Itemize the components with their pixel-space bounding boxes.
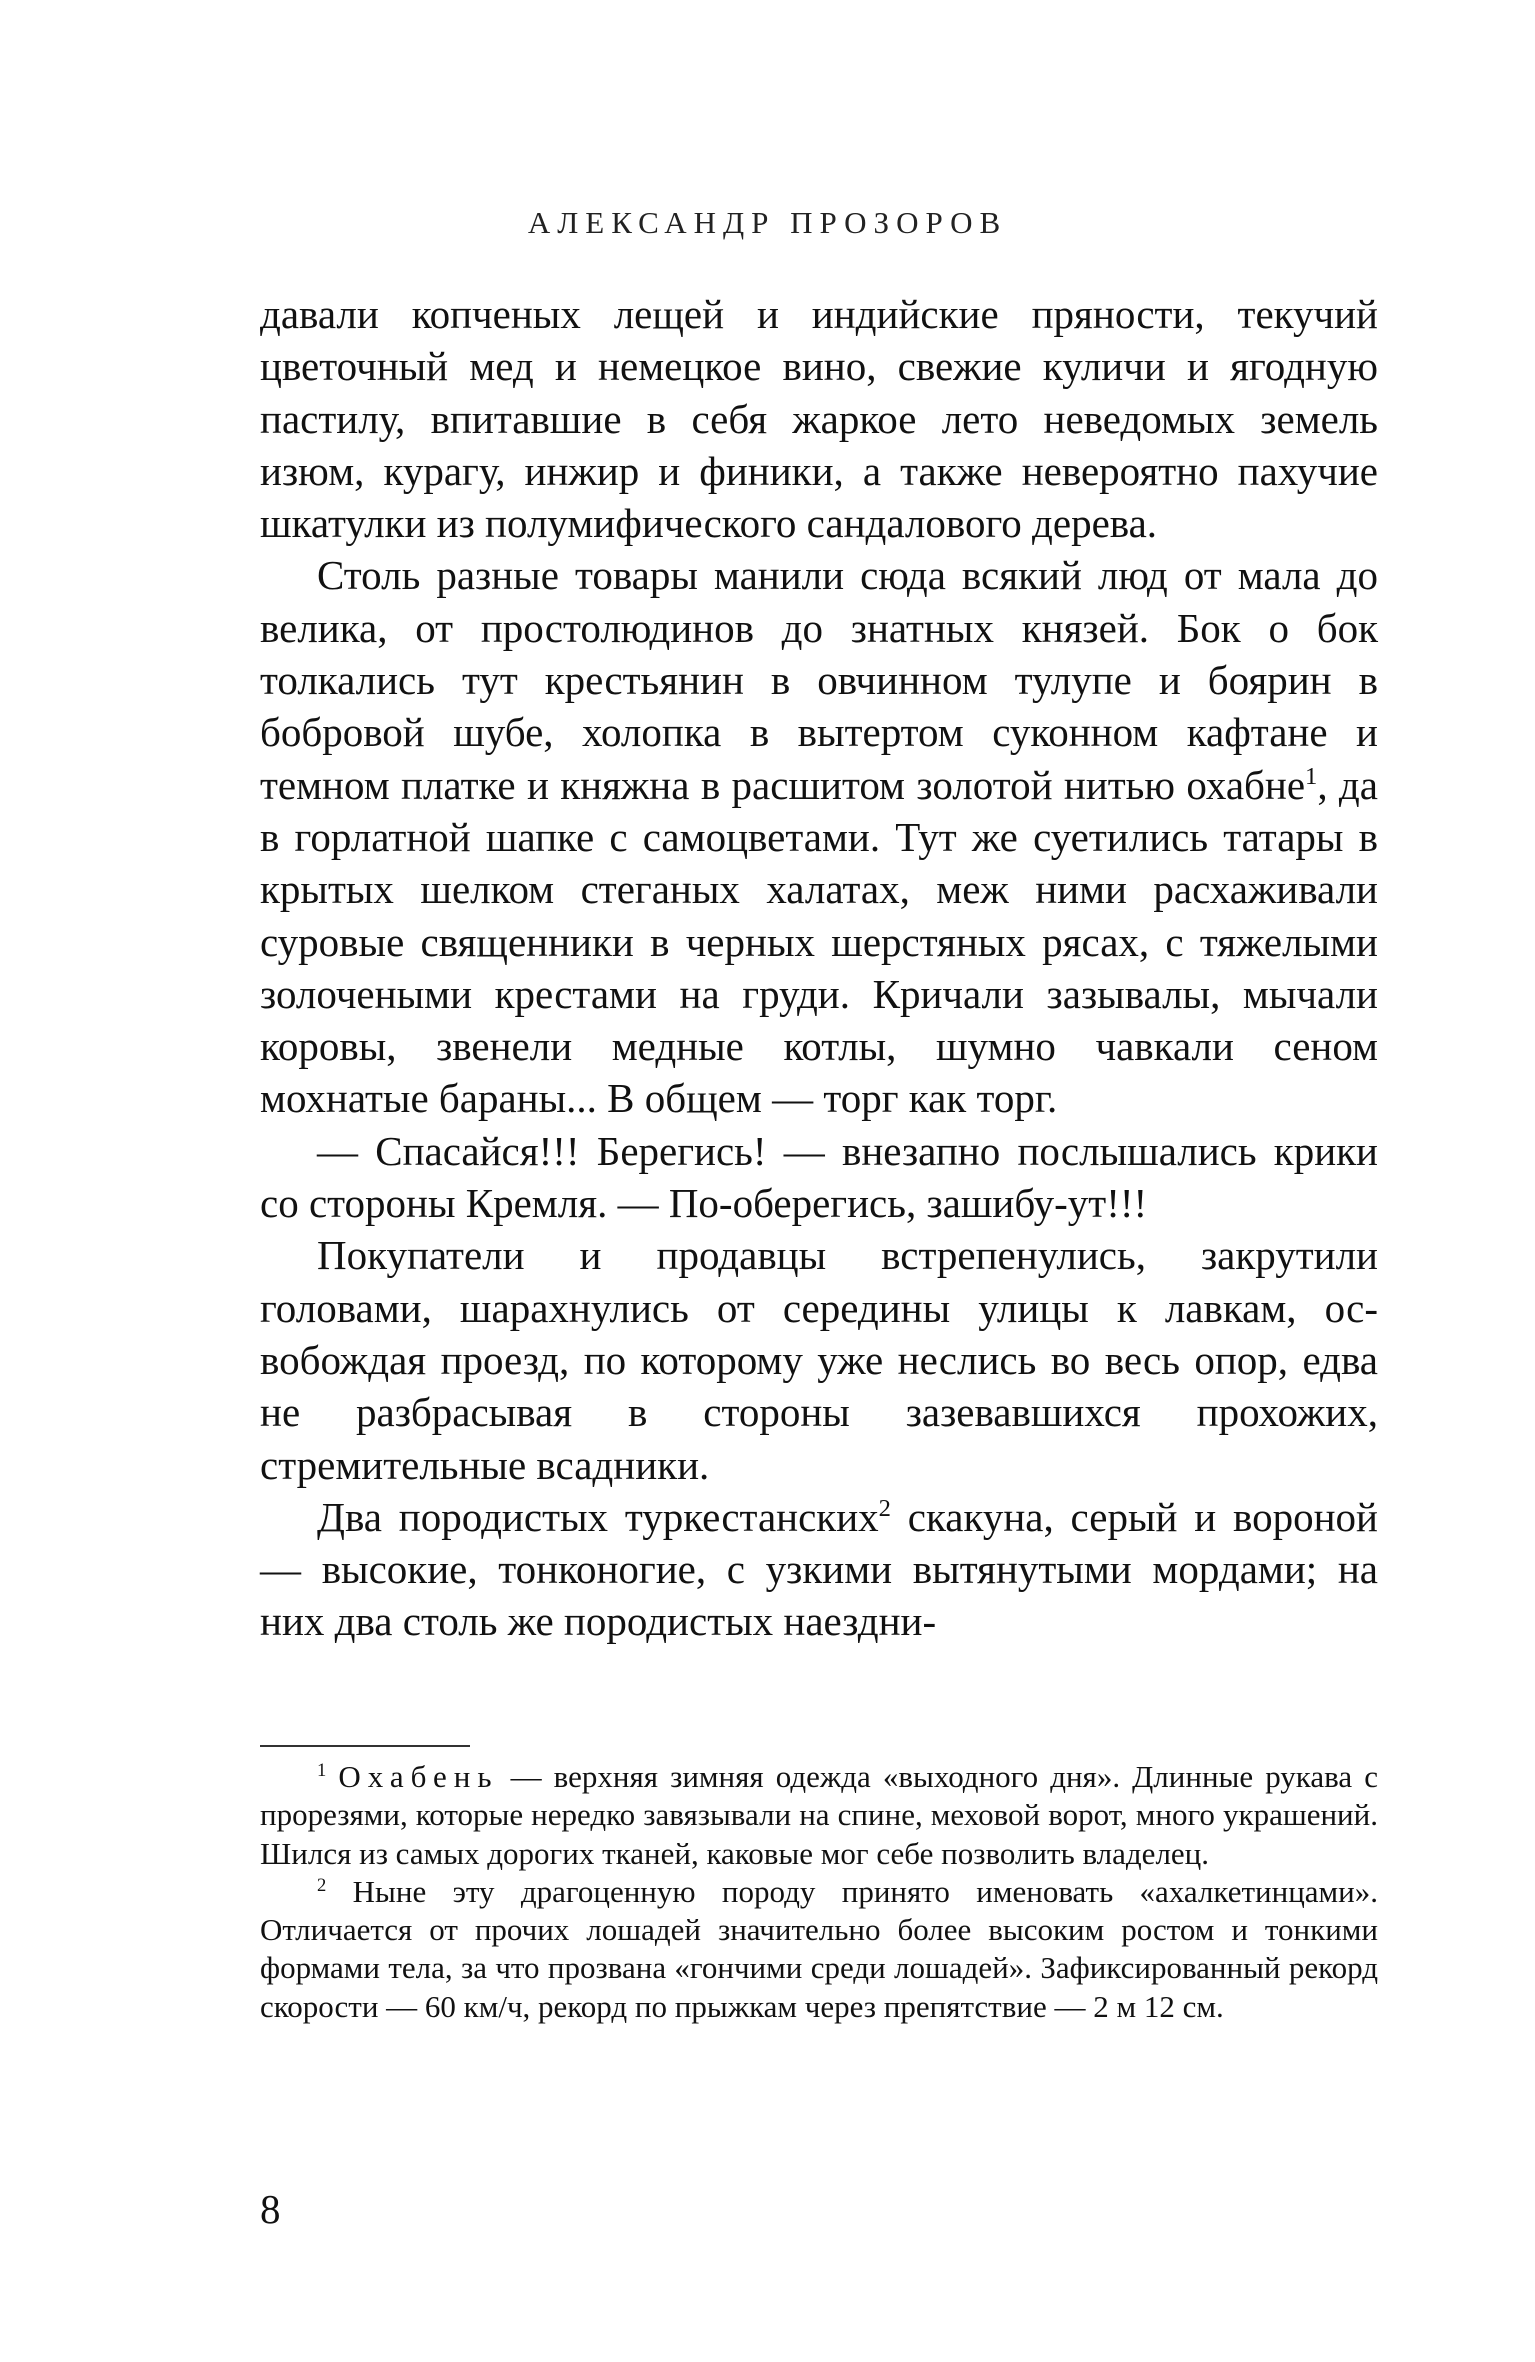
- footnotes: [260, 1758, 1378, 2026]
- paragraph-2-part-2: , да в горлатной шапке с самоцветами. Тут же суетились татары в крытых шелком стеганых халатах, меж ними расхаживали суровые священники в черных шерстяных рясах, с тяжелыми золочеными крестами на груди. Кричали зазывалы, мычали коровы, звенели медные котлы, шумно чавкали сеном мохнатые бараны... В общем — торг как торг.: [260, 761, 1378, 1122]
- paragraph-4: Покупатели и продавцы встрепенулись, закрутили головами, шарахнулись от середины улицы к лавкам, освобождая проезд, по которому уже неслись во весь опор, едва не разбрасывая в стороны зазевавшихся прохожих, стремительные всадники.: [260, 1232, 1378, 1488]
- paragraph-5: [260, 1491, 1378, 1648]
- running-head: АЛЕКСАНДР ПРОЗОРОВ: [527, 205, 1008, 240]
- footnote-divider: [260, 1745, 470, 1747]
- footnote-1-marker: 1: [317, 1759, 327, 1781]
- footnote-2-marker: 2: [317, 1874, 327, 1896]
- footnote-1: [260, 1758, 1378, 1873]
- footnote-2-text: Ныне эту драгоценную породу принято именовать «ахалкетинцами». Отличается от прочих лошадей значительно более высоким ростом и тонкими формами тела, за что прозвана «гончими среди лошадей». Зафиксированный рекорд скорости — 60 км/ч, рекорд по прыжкам через препятствие — 2 м 12 см.: [260, 1873, 1378, 2024]
- footnote-ref-2: 2: [878, 1495, 891, 1523]
- footnote-1-term: Охабень: [338, 1759, 499, 1794]
- footnote-1-text: — верхняя зимняя одежда «выходного дня». Длинные рукава с прорезями, которые нередко завязывали на спине, меховой ворот, много украшений. Шился из самых дорогих тканей, каковые мог себе позволить владелец.: [260, 1759, 1379, 1871]
- paragraph-2: [260, 549, 1378, 1124]
- footnote-2: [260, 1873, 1378, 2026]
- page-number: 8: [260, 2186, 281, 2232]
- paragraph-5-part-1: Два породистых туркестанских: [317, 1493, 879, 1540]
- paragraph-2-part-1: Столь разные товары манили сюда всякий люд от мала до велика, от простолюдинов до знатных князей. Бок о бок толкались тут крестьянин в овчинном тулупе и боярин в бобровой шубе, холопка в вытертом суконном кафтане и темном платке и княжна в расшитом золотой нитью охабне: [260, 552, 1378, 808]
- footnote-ref-1: 1: [1305, 762, 1318, 790]
- main-text: [260, 288, 1378, 1648]
- paragraph-5-part-2: скакуна, серый и вороной — высокие, тонконогие, с узкими вытянутыми мордами; на них два столь же породистых наездни-: [260, 1493, 1378, 1645]
- paragraph-1: давали копченых лещей и индийские пряности, текучий цветочный мед и немецкое вино, свежие куличи и ягодную пастилу, впитавшие в себя жаркое лето неведомых земель изюм, курагу, инжир и финики, а также невероятно пахучие шкатулки из полумифического сандалового дерева.: [260, 291, 1378, 547]
- paragraph-3: — Спасайся!!! Берегись! — внезапно послышались крики со стороны Кремля. — По-оберегись, зашибу-ут!!!: [260, 1127, 1378, 1227]
